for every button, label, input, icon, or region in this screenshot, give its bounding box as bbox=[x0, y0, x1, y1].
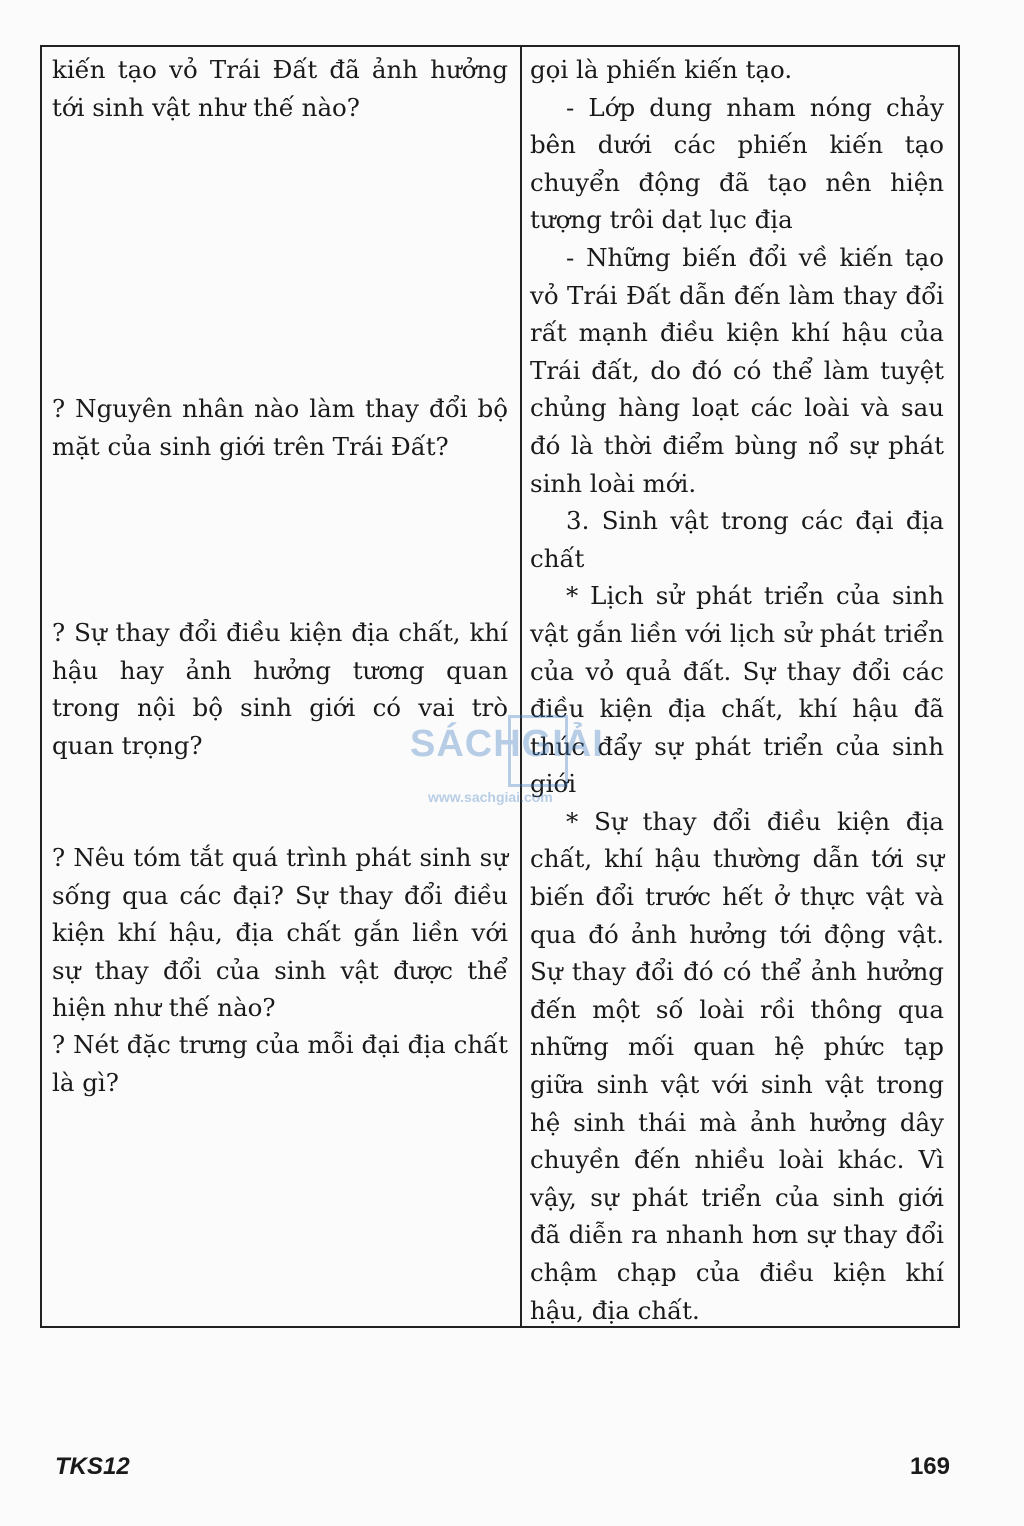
right-column-text bbox=[530, 51, 944, 1329]
left-question-1: ? Nguyên nhân nào làm thay đổi bộ mặt của sinh giới trên Trái Đất? bbox=[52, 394, 508, 461]
right-paragraph-6: * Sự thay đổi điều kiện địa chất, khí hậu thường dẫn tới sự biến đổi trước hết ở thực vật và qua đó ảnh hưởng tới động vật. Sự thay đổi đó có thể ảnh hưởng đến một số loài rồi thông qua những mối quan hệ phức tạp giữa sinh vật với sinh vật trong hệ sinh thái mà ảnh hưởng dây chuyền đến nhiều loài khác. Vì vậy, sự phát triển của sinh giới đã diễn ra nhanh hơn sự thay đổi chậm chạp của điều kiện khí hậu, địa chất. bbox=[530, 806, 944, 1325]
right-paragraph-2: - Lớp dung nham nóng chảy bên dưới các phiến kiến tạo chuyển động đã tạo nên hiện tượng trôi dạt lục địa bbox=[530, 92, 944, 235]
right-paragraph-5: * Lịch sử phát triển của sinh vật gắn liền với lịch sử phát triển của vỏ quả đất. Sự thay đổi các điều kiện địa chất, khí hậu đã thúc đẩy sự phát triển của sinh giới bbox=[530, 581, 944, 799]
right-section-heading: 3. Sinh vật trong các đại địa chất bbox=[530, 506, 944, 573]
left-question-4: ? Nét đặc trưng của mỗi đại địa chất là gì? bbox=[52, 1030, 508, 1097]
column-divider bbox=[520, 45, 522, 1328]
book-code: TKS12 bbox=[55, 1453, 130, 1480]
watermark-url: www.sachgiai.com bbox=[428, 789, 553, 805]
left-question-2: ? Sự thay đổi điều kiện địa chất, khí hậu hay ảnh hưởng tương quan trong nội bộ sinh giới có vai trò quan trọng? bbox=[52, 618, 508, 760]
right-paragraph-1: gọi là phiến kiến tạo. bbox=[530, 55, 793, 84]
left-text-continuation: kiến tạo vỏ Trái Đất đã ảnh hưởng tới sinh vật như thế nào? bbox=[52, 55, 508, 122]
page-number: 169 bbox=[909, 1453, 950, 1480]
watermark-logo bbox=[400, 715, 620, 815]
left-question-3: ? Nêu tóm tắt quá trình phát sinh sự sống qua các đại? Sự thay đổi điều kiện khí hậu, địa chất gắn liền với sự thay đổi của sinh vật được thể hiện như thế nào? bbox=[52, 843, 508, 1023]
watermark-brand: SÁCHGIẢI bbox=[410, 723, 604, 765]
right-paragraph-3: - Những biến đổi về kiến tạo vỏ Trái Đất dẫn đến làm thay đổi rất mạnh điều kiện khí hậu của Trái đất, do đó có thể làm tuyệt chủng hàng loạt các loài và sau đó là thời điểm bùng nổ sự phát sinh loài mới. bbox=[530, 242, 944, 498]
